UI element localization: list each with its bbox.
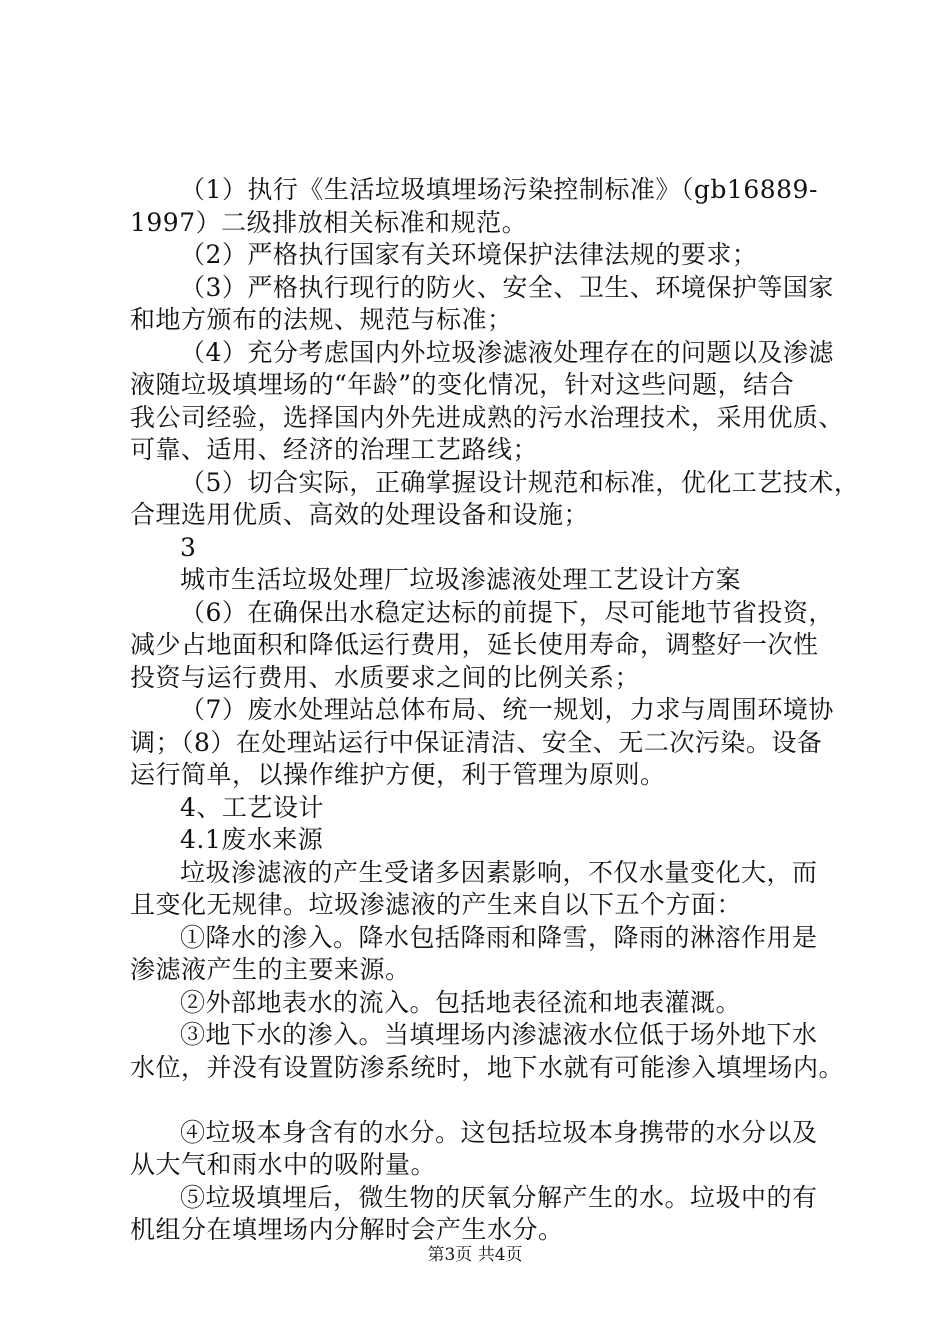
text-line: ⑤垃圾填埋后，微生物的厌氧分解产生的水。垃圾中的有 [180,1182,818,1212]
text-line: 垃圾渗滤液的产生受诸多因素影响，不仅水量变化大，而 [180,857,818,887]
text-line: 运行简单，以操作维护方便，利于管理为原则。 [130,760,666,789]
text-line: ④垃圾本身含有的水分。这包括垃圾本身携带的水分以及 [180,1117,818,1147]
text-line: 和地方颁布的法规、规范与标准； [130,305,513,334]
text-line: 减少占地面积和降低运行费用，延长使用寿命，调整好一次性 [130,630,819,659]
text-line: 城市生活垃圾处理厂垃圾渗滤液处理工艺设计方案 [180,565,742,594]
text-line: ②外部地表水的流入。包括地表径流和地表灌溉。 [180,987,742,1017]
text-line: ③地下水的渗入。当填埋场内渗滤液水位低于场外地下水 [180,1020,818,1049]
text-line: （4）充分考虑国内外垃圾渗滤液处理存在的问题以及渗滤 [180,337,834,367]
text-line: 投资与运行费用、水质要求之间的比例关系； [130,662,641,692]
text-line: （6）在确保出水稳定达标的前提下，尽可能地节省投资， [180,597,834,627]
text-line: 且变化无规律。垃圾渗滤液的产生来自以下五个方面： [130,890,743,919]
text-line: 4.1废水来源 [180,825,324,854]
text-line: 液随垃圾填埋场的“年龄”的变化情况，针对这些问题，结合 [130,370,795,399]
text-line: 渗滤液产生的主要来源。 [130,955,411,984]
text-line: （7）废水处理站总体布局、统一规划，力求与周围环境协 [180,695,834,724]
text-line: 水位，并没有设置防渗系统时，地下水就有可能渗入填埋场内。 [130,1052,845,1082]
text-line: （1）执行《生活垃圾填埋场污染控制标准》（gb16889- [180,175,818,204]
text-line: 机组分在填埋场内分解时会产生水分。 [130,1215,564,1244]
text-line: 可靠、适用、经济的治理工艺路线； [130,435,539,464]
blank-line [130,1084,850,1117]
document-body [130,174,860,1247]
text-line: 调；（8）在处理站运行中保证清洁、安全、无二次污染。设备 [130,727,823,757]
text-line: （2）严格执行国家有关环境保护法律法规的要求； [180,240,758,269]
text-line: 合理选用优质、高效的处理设备和设施； [130,500,590,529]
page-footer: 第3页 共4页 [427,1245,523,1265]
text-line: （3）严格执行现行的防火、安全、卫生、环境保护等国家 [180,272,834,302]
text-line: 4、工艺设计 [180,792,324,822]
text-line: 3 [180,532,197,562]
text-line: 我公司经验，选择国内外先进成熟的污水治理技术，采用优质、 [130,402,845,432]
text-line: （5）切合实际，正确掌握设计规范和标准，优化工艺技术， [180,467,860,497]
text-line: 从大气和雨水中的吸附量。 [130,1150,437,1179]
text-line: ①降水的渗入。降水包括降雨和降雪，降雨的淋溶作用是 [180,922,818,952]
text-line: 1997）二级排放相关标准和规范。 [130,207,528,237]
